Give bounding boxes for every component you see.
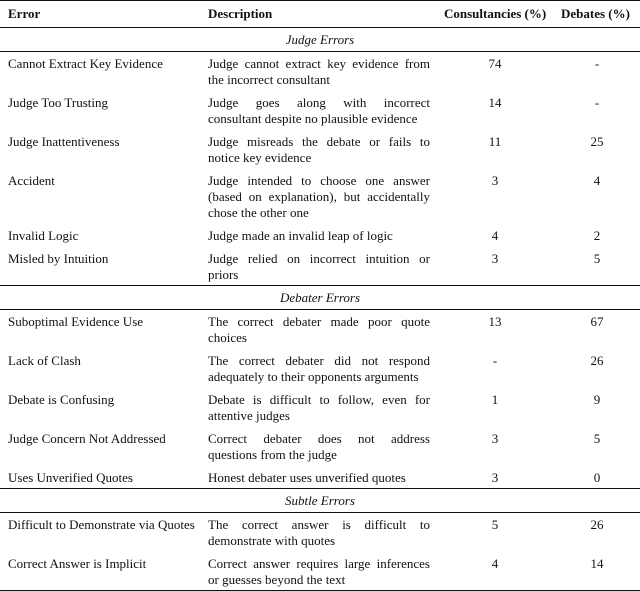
table-row — [0, 247, 640, 286]
consultancies-cell: 4 — [491, 556, 499, 571]
debates-cell: 26 — [590, 517, 604, 532]
header-description: Description — [208, 6, 273, 21]
debates-cell: 2 — [593, 228, 601, 243]
section-judge-errors — [0, 28, 640, 286]
table-row — [0, 552, 640, 591]
description-cell: Correct debater does not address questions from the judge — [208, 431, 430, 462]
debates-cell: 67 — [590, 314, 604, 329]
section-title: Judge Errors — [0, 28, 640, 52]
section-subtle-errors — [0, 489, 640, 591]
header-debates: Debates (%) — [561, 6, 630, 21]
error-cell: Accident — [8, 173, 55, 188]
table-row — [0, 224, 640, 247]
section-title: Subtle Errors — [0, 489, 640, 513]
section-title: Debater Errors — [0, 286, 640, 310]
debates-cell: 26 — [590, 353, 604, 368]
description-cell: Honest debater uses unverified quotes — [208, 470, 406, 485]
consultancies-cell: 14 — [488, 95, 502, 110]
debates-cell: 0 — [593, 470, 601, 485]
description-cell: Judge goes along with incorrect consultant despite no plausible evidence — [208, 95, 430, 126]
table-row — [0, 349, 640, 388]
debates-cell: 9 — [593, 392, 601, 407]
description-cell: Debate is difficult to follow, even for attentive judges — [208, 392, 430, 423]
debates-cell: 5 — [593, 251, 601, 266]
description-cell: The correct debater did not respond adequately to their opponents arguments — [208, 353, 430, 384]
consultancies-cell: 5 — [491, 517, 499, 532]
error-cell: Judge Too Trusting — [8, 95, 108, 110]
error-cell: Lack of Clash — [8, 353, 81, 368]
table-row — [0, 427, 640, 466]
debates-cell: - — [594, 95, 600, 110]
description-cell: Judge made an invalid leap of logic — [208, 228, 393, 243]
header-consultancies: Consultancies (%) — [444, 6, 547, 21]
consultancies-cell: 1 — [491, 392, 499, 407]
debates-cell: 25 — [590, 134, 604, 149]
consultancies-cell: 3 — [491, 251, 499, 266]
table-row — [0, 466, 640, 489]
error-cell: Difficult to Demonstrate via Quotes — [8, 517, 195, 532]
table-row — [0, 513, 640, 553]
table-header — [0, 1, 640, 28]
consultancies-cell: 11 — [488, 134, 502, 149]
consultancies-cell: 74 — [488, 56, 502, 71]
consultancies-cell: 3 — [491, 173, 499, 188]
error-cell: Cannot Extract Key Evidence — [8, 56, 163, 71]
description-cell: Judge intended to choose one answer (based on explanation), but accidentally chose the other one — [208, 173, 430, 220]
description-cell: The correct debater made poor quote choices — [208, 314, 430, 345]
table-row — [0, 52, 640, 92]
debates-cell: 5 — [593, 431, 601, 446]
description-cell: Judge misreads the debate or fails to notice key evidence — [208, 134, 430, 165]
header-error: Error — [8, 6, 41, 21]
consultancies-cell: - — [492, 353, 498, 368]
consultancies-cell: 13 — [488, 314, 502, 329]
error-cell: Uses Unverified Quotes — [8, 470, 133, 485]
table-row — [0, 388, 640, 427]
debates-cell: 14 — [590, 556, 604, 571]
error-cell: Misled by Intuition — [8, 251, 109, 266]
debates-cell: - — [594, 56, 600, 71]
error-cell: Debate is Confusing — [8, 392, 115, 407]
table-row — [0, 169, 640, 224]
debates-cell: 4 — [593, 173, 601, 188]
consultancies-cell: 3 — [491, 431, 499, 446]
description-cell: The correct answer is difficult to demonstrate with quotes — [208, 517, 430, 548]
description-cell: Judge cannot extract key evidence from the incorrect consultant — [208, 56, 430, 87]
table-row — [0, 91, 640, 130]
error-cell: Judge Concern Not Addressed — [8, 431, 166, 446]
consultancies-cell: 4 — [491, 228, 499, 243]
description-cell: Judge relied on incorrect intuition or priors — [208, 251, 430, 282]
consultancies-cell: 3 — [491, 470, 499, 485]
table-row — [0, 310, 640, 350]
error-cell: Suboptimal Evidence Use — [8, 314, 144, 329]
error-cell: Correct Answer is Implicit — [8, 556, 147, 571]
section-debater-errors — [0, 286, 640, 489]
error-cell: Judge Inattentiveness — [8, 134, 120, 149]
description-cell: Correct answer requires large inferences or guesses beyond the text — [208, 556, 430, 587]
table-row — [0, 130, 640, 169]
error-cell: Invalid Logic — [8, 228, 79, 243]
